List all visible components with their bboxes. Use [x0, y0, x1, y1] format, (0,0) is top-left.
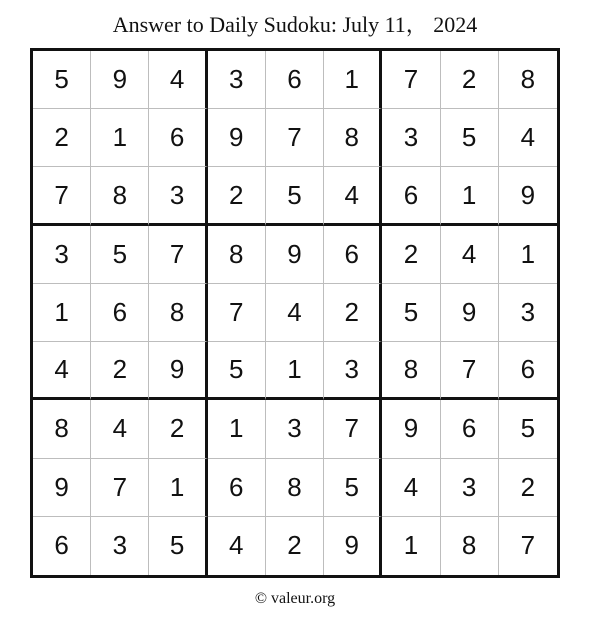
sudoku-cell-r3-c6: 4	[324, 167, 382, 225]
sudoku-cell-r6-c4: 5	[208, 342, 266, 400]
sudoku-cell-r9-c8: 8	[441, 517, 499, 575]
sudoku-cell-r9-c9: 7	[520, 530, 536, 561]
puzzle-title: Answer to Daily Sudoku: July 11， 2024	[112, 12, 478, 37]
sudoku-cell-r9-c4: 4	[208, 517, 266, 575]
sudoku-cell-r2-c9: 4	[499, 109, 557, 167]
sudoku-cell-r2-c1: 2	[33, 109, 91, 167]
sudoku-cell-r5-c5: 4	[266, 284, 324, 342]
sudoku-cell-r2-c5: 7	[266, 109, 324, 167]
sudoku-cell-r8-c5: 8	[266, 459, 324, 517]
sudoku-cell-r4-c8: 4	[441, 226, 499, 284]
sudoku-cell-r1-c8: 2	[441, 51, 499, 109]
sudoku-cell-r1-c5: 6	[266, 51, 324, 109]
sudoku-cell-r2-c6: 8	[324, 109, 382, 167]
sudoku-cell-r2-c8: 5	[441, 109, 499, 167]
sudoku-cell-r7-c9: 5	[499, 400, 557, 458]
sudoku-board	[30, 48, 560, 578]
sudoku-cell-r1-c1: 5	[33, 51, 91, 109]
sudoku-cell-r2-c4: 9	[208, 109, 266, 167]
sudoku-cell-r7-c8: 6	[441, 400, 499, 458]
sudoku-cell-r3-c2: 8	[91, 167, 149, 225]
sudoku-cell-r3-c9: 9	[499, 167, 557, 225]
sudoku-cell-r5-c1: 1	[33, 284, 91, 342]
sudoku-cell-r8-c1: 9	[33, 459, 91, 517]
sudoku-cell-r4-c3: 7	[149, 226, 207, 284]
sudoku-cell-r6-c7: 8	[382, 342, 440, 400]
sudoku-cell-r4-c6: 6	[324, 226, 382, 284]
sudoku-cell-r2-c2: 1	[91, 109, 149, 167]
copyright-footer: © valeur.org	[254, 590, 336, 607]
sudoku-cell-r4-c5: 9	[266, 226, 324, 284]
sudoku-cell-r4-c1: 3	[33, 226, 91, 284]
sudoku-cell-r7-c3: 2	[149, 400, 207, 458]
sudoku-cell-r1-c6: 1	[324, 51, 382, 109]
sudoku-cell-r5-c6: 2	[324, 284, 382, 342]
sudoku-cell-r6-c5: 1	[266, 342, 324, 400]
sudoku-cell-r4-c4: 8	[208, 226, 266, 284]
sudoku-cell-r7-c2: 4	[91, 400, 149, 458]
sudoku-cell-r8-c2: 7	[91, 459, 149, 517]
sudoku-cell-r8-c9: 2	[499, 459, 557, 517]
sudoku-cell-r7-c7: 9	[382, 400, 440, 458]
sudoku-cell-r3-c1: 7	[33, 167, 91, 225]
sudoku-cell-r9-c2: 3	[91, 517, 149, 575]
sudoku-cell-r6-c6: 3	[324, 342, 382, 400]
sudoku-cell-r4-c9: 1	[499, 226, 557, 284]
sudoku-cell-r2-c3: 6	[149, 109, 207, 167]
sudoku-cell-r3-c3: 3	[149, 167, 207, 225]
sudoku-cell-r8-c3: 1	[149, 459, 207, 517]
sudoku-cell-r3-c8: 1	[441, 167, 499, 225]
sudoku-cell-r1-c7: 7	[382, 51, 440, 109]
sudoku-cell-r8-c4: 6	[208, 459, 266, 517]
sudoku-cell-r8-c8: 3	[441, 459, 499, 517]
sudoku-cell-r7-c1: 8	[33, 400, 91, 458]
sudoku-cell-r9-c3: 5	[149, 517, 207, 575]
sudoku-cell-r5-c7: 5	[382, 284, 440, 342]
sudoku-cell-r1-c3: 4	[149, 51, 207, 109]
sudoku-cell-r4-c7: 2	[382, 226, 440, 284]
sudoku-cell-r6-c3: 9	[149, 342, 207, 400]
sudoku-cell-r6-c2: 2	[91, 342, 149, 400]
sudoku-cell-r8-c7: 4	[382, 459, 440, 517]
sudoku-cell-r5-c9: 3	[499, 284, 557, 342]
sudoku-cell-r5-c3: 8	[149, 284, 207, 342]
sudoku-cell-r3-c5: 5	[266, 167, 324, 225]
sudoku-cell-r6-c8: 7	[441, 342, 499, 400]
sudoku-cell-r9-c6: 9	[324, 517, 382, 575]
sudoku-cell-r3-c4: 2	[208, 167, 266, 225]
sudoku-cell-r1-c9: 8	[499, 51, 557, 109]
sudoku-cell-r3-c7: 6	[382, 167, 440, 225]
sudoku-cell-r8-c6: 5	[324, 459, 382, 517]
sudoku-cell-r7-c5: 3	[266, 400, 324, 458]
sudoku-cell-r1-c2: 9	[91, 51, 149, 109]
sudoku-cell-r5-c2: 6	[91, 284, 149, 342]
sudoku-cell-r5-c4: 7	[208, 284, 266, 342]
sudoku-cell-r2-c7: 3	[382, 109, 440, 167]
sudoku-cell-r7-c4: 1	[208, 400, 266, 458]
sudoku-cell-r1-c4: 3	[208, 51, 266, 109]
sudoku-cell-r4-c2: 5	[91, 226, 149, 284]
sudoku-cell-r9-c1: 6	[33, 517, 91, 575]
sudoku-cell-r9-c5: 2	[266, 517, 324, 575]
sudoku-cell-r6-c1: 4	[33, 342, 91, 400]
sudoku-cell-r6-c9: 6	[499, 342, 557, 400]
sudoku-cell-r5-c8: 9	[441, 284, 499, 342]
sudoku-cell-r9-c7: 1	[382, 517, 440, 575]
sudoku-cell-r7-c6: 7	[324, 400, 382, 458]
